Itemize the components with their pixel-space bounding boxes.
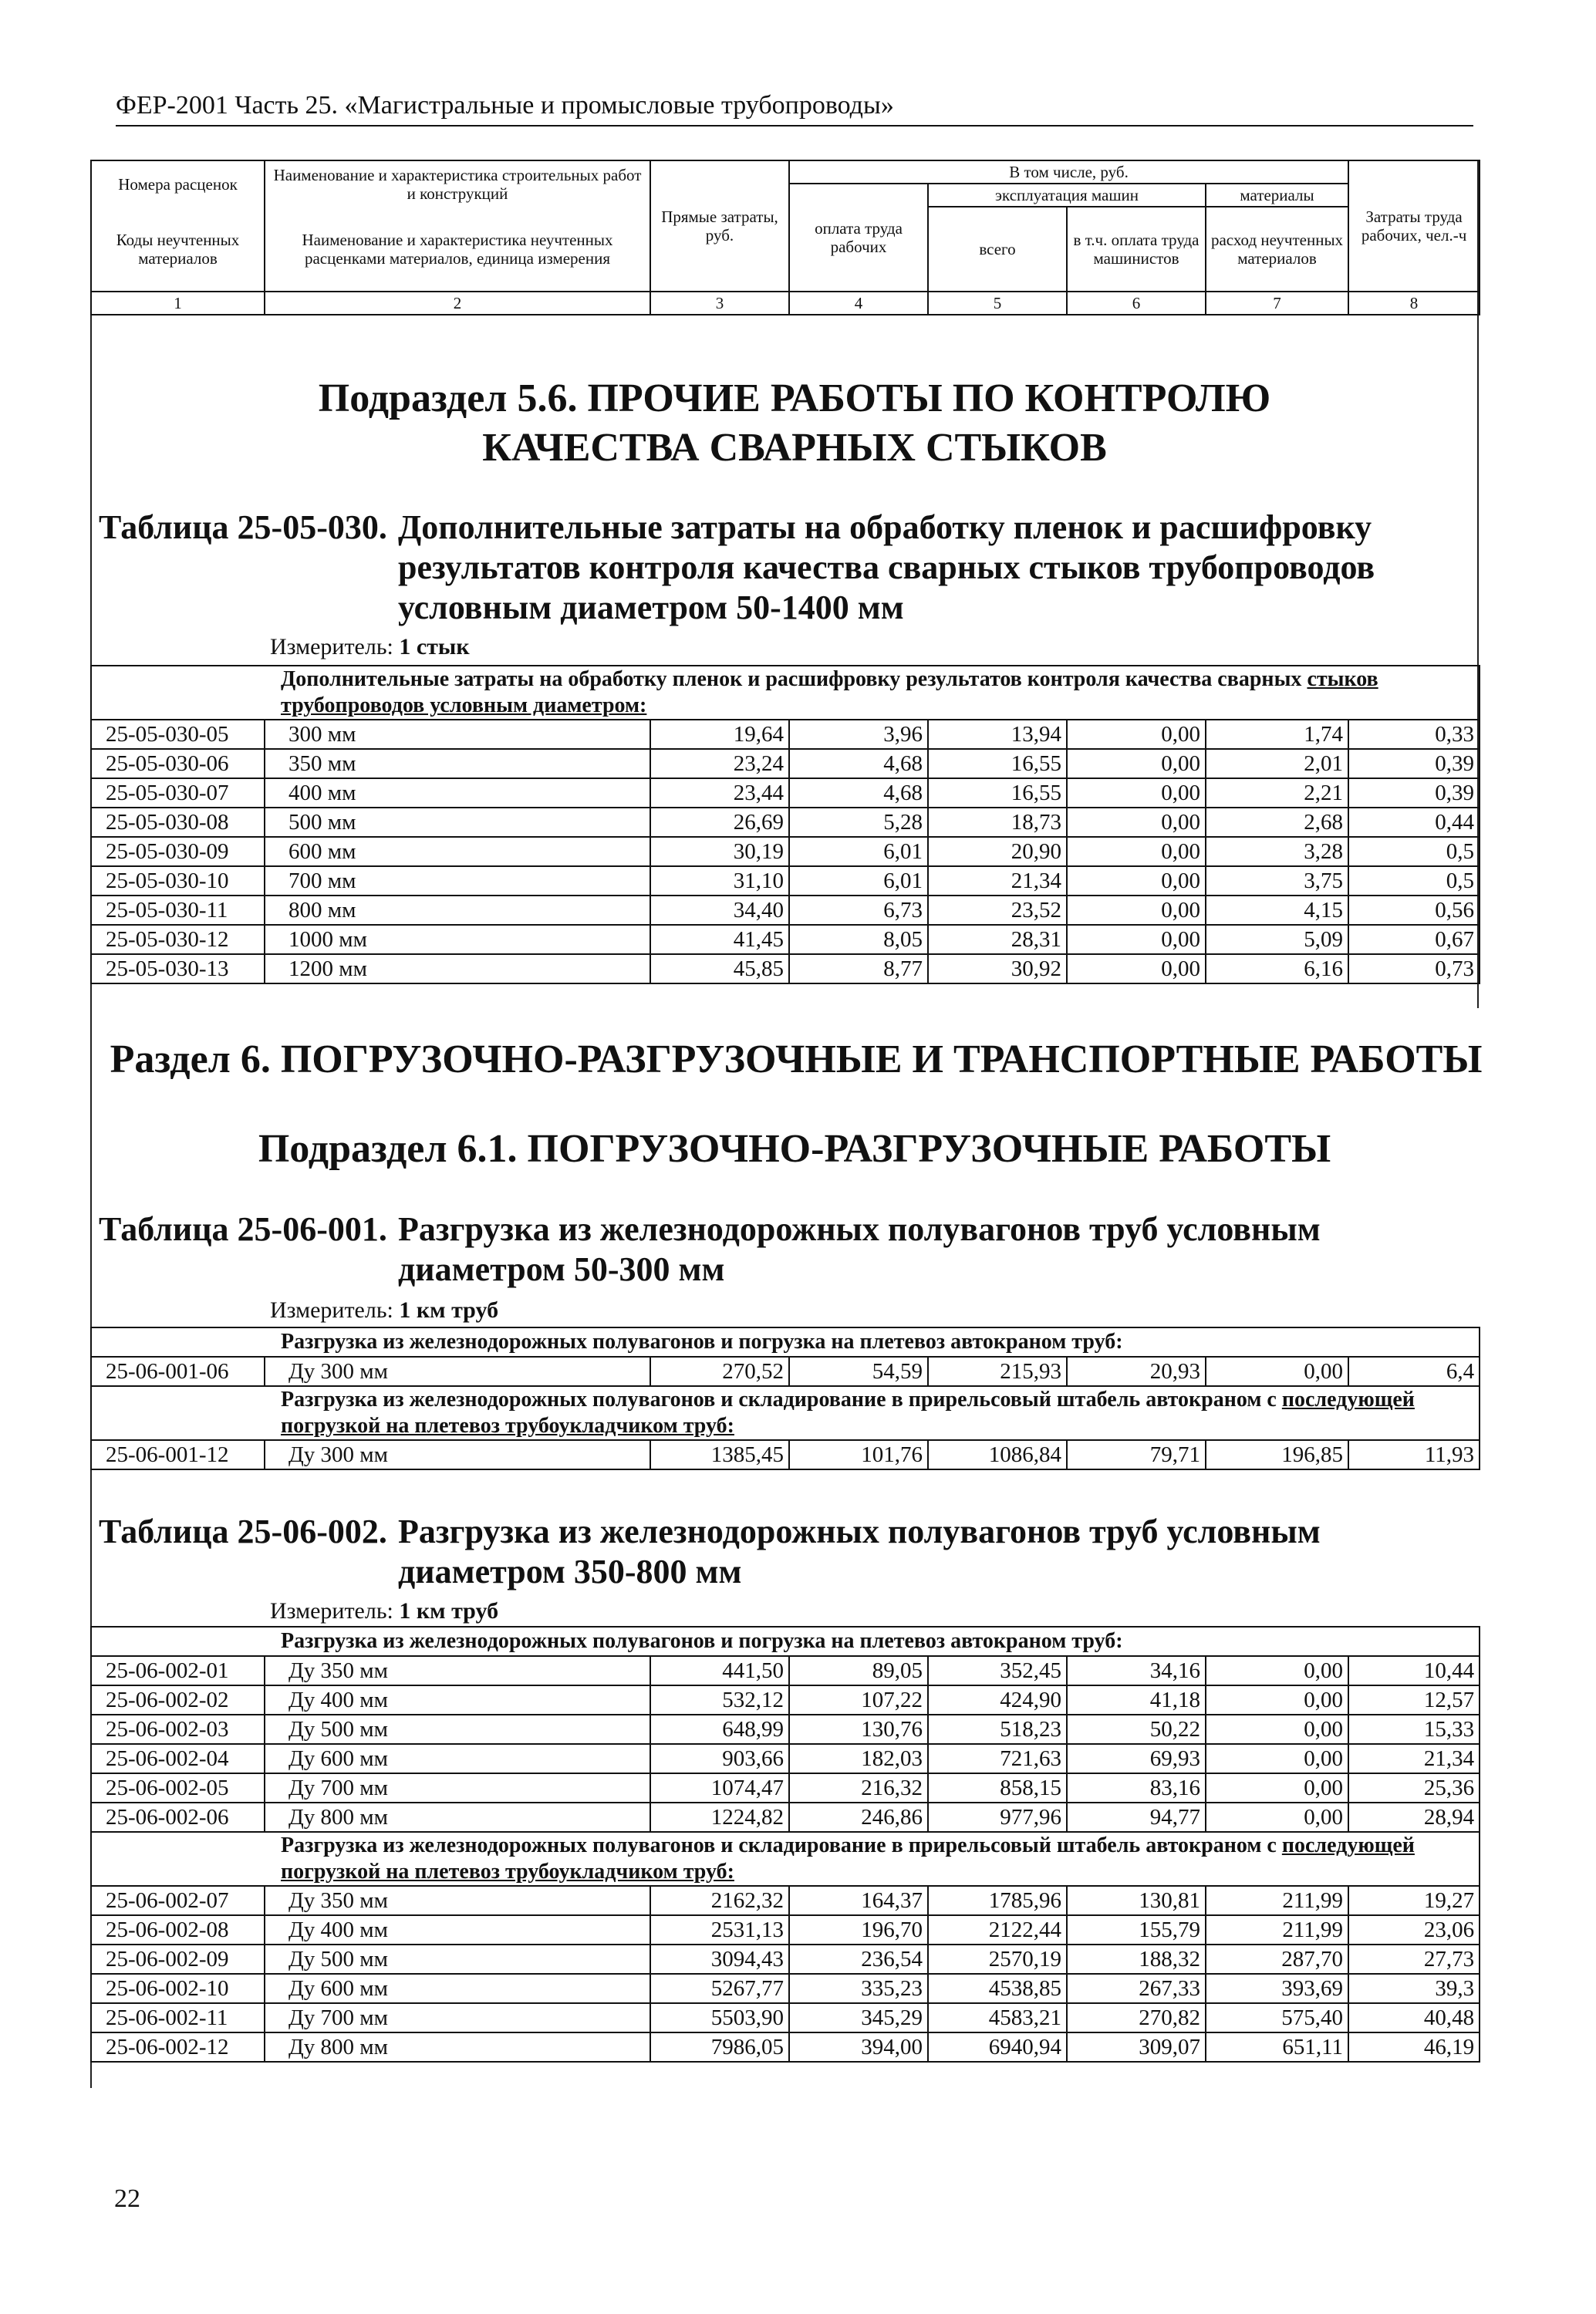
table-25-05-030-unit <box>270 634 470 660</box>
labor-hours: 11,93 <box>1348 1440 1480 1469</box>
materials: 5,09 <box>1206 925 1348 954</box>
table-row <box>91 749 1480 778</box>
rate-code: 25-05-030-09 <box>91 837 265 866</box>
direct-cost: 648,99 <box>650 1715 789 1744</box>
materials: 0,00 <box>1206 1773 1348 1803</box>
direct-cost: 30,19 <box>650 837 789 866</box>
machinist-pay: 155,79 <box>1067 1915 1206 1945</box>
table-row <box>91 808 1480 837</box>
work-name: Ду 400 мм <box>265 1915 650 1945</box>
materials: 211,99 <box>1206 1886 1348 1915</box>
table-row <box>91 1357 1480 1386</box>
direct-cost: 7986,05 <box>650 2032 789 2062</box>
rate-code: 25-06-002-11 <box>91 2003 265 2032</box>
unit-label: Измеритель: <box>270 634 393 659</box>
labor-pay: 3,96 <box>789 720 928 749</box>
direct-cost: 1385,45 <box>650 1440 789 1469</box>
header-col2-bottom: Наименование и характеристика неучтенных расценками материалов, единица измерения <box>265 207 650 292</box>
materials: 2,68 <box>1206 808 1348 837</box>
direct-cost: 23,24 <box>650 749 789 778</box>
labor-pay: 6,01 <box>789 866 928 896</box>
header-col3: Прямые затраты, руб. <box>650 160 789 292</box>
machinist-pay: 20,93 <box>1067 1357 1206 1386</box>
machinist-pay: 0,00 <box>1067 896 1206 925</box>
rate-code: 25-06-002-08 <box>91 1915 265 1945</box>
direct-cost: 1074,47 <box>650 1773 789 1803</box>
direct-cost: 45,85 <box>650 954 789 983</box>
header-labor-pay: оплата труда рабочих <box>789 184 928 292</box>
machinist-pay: 69,93 <box>1067 1744 1206 1773</box>
table-row <box>91 1915 1480 1945</box>
machines-total: 721,63 <box>928 1744 1067 1773</box>
labor-hours: 0,67 <box>1348 925 1480 954</box>
header-num-3: 3 <box>650 292 789 315</box>
machinist-pay: 34,16 <box>1067 1656 1206 1685</box>
group-header <box>91 1386 1480 1440</box>
labor-pay: 4,68 <box>789 749 928 778</box>
machinist-pay: 0,00 <box>1067 925 1206 954</box>
work-name: Ду 350 мм <box>265 1656 650 1685</box>
table-row <box>91 1440 1480 1469</box>
rate-code: 25-06-002-12 <box>91 2032 265 2062</box>
table-row <box>91 954 1480 983</box>
work-name: 300 мм <box>265 720 650 749</box>
group-header-line1: Дополнительные затраты на обработку пленок и расшифровку результатов контроля качества сварных <box>281 667 1308 691</box>
header-col1-top: Номера расценок <box>91 160 265 207</box>
table-title: Дополнительные затраты на обработку пленок и расшифровку результатов контроля качества сварных стыков трубопроводов условным диаметром 50-1400 мм <box>398 508 1375 626</box>
header-incl-machinist: в т.ч. оплата труда машинистов <box>1067 207 1206 292</box>
labor-hours: 0,39 <box>1348 749 1480 778</box>
header-num-8: 8 <box>1348 292 1480 315</box>
rate-code: 25-05-030-07 <box>91 778 265 808</box>
direct-cost: 1224,82 <box>650 1803 789 1832</box>
direct-cost: 23,44 <box>650 778 789 808</box>
machines-total: 4583,21 <box>928 2003 1067 2032</box>
machinist-pay: 41,18 <box>1067 1685 1206 1715</box>
work-name: 1000 мм <box>265 925 650 954</box>
header-mat-use: расход неучтенных материалов <box>1206 207 1348 292</box>
header-col2-top: Наименование и характеристика строительных работ и конструкций <box>265 160 650 207</box>
direct-cost: 26,69 <box>650 808 789 837</box>
labor-hours: 0,33 <box>1348 720 1480 749</box>
table-25-06-001-caption <box>99 1209 1487 1290</box>
labor-pay: 196,70 <box>789 1915 928 1945</box>
labor-pay: 335,23 <box>789 1974 928 2003</box>
work-name: Ду 600 мм <box>265 1974 650 2003</box>
labor-hours: 25,36 <box>1348 1773 1480 1803</box>
table-row <box>91 866 1480 896</box>
work-name: Ду 700 мм <box>265 1773 650 1803</box>
rate-code: 25-05-030-06 <box>91 749 265 778</box>
labor-hours: 6,4 <box>1348 1357 1480 1386</box>
group-header-line2: последующей погрузкой на плетевоз трубоукладчиком труб: <box>281 1388 1415 1438</box>
machines-total: 2122,44 <box>928 1915 1067 1945</box>
work-name: 700 мм <box>265 866 650 896</box>
rate-code: 25-06-002-04 <box>91 1744 265 1773</box>
machines-total: 21,34 <box>928 866 1067 896</box>
table-row <box>91 2003 1480 2032</box>
labor-pay: 182,03 <box>789 1744 928 1773</box>
machines-total: 1785,96 <box>928 1886 1067 1915</box>
labor-pay: 8,77 <box>789 954 928 983</box>
rate-code: 25-06-002-01 <box>91 1656 265 1685</box>
subsection-6-1-title: Подраздел 6.1. ПОГРУЗОЧНО-РАЗГРУЗОЧНЫЕ РАБОТЫ <box>258 1127 1331 1171</box>
unit-value: 1 км труб <box>399 1598 499 1624</box>
machines-total: 2570,19 <box>928 1945 1067 1974</box>
materials: 4,15 <box>1206 896 1348 925</box>
group-header <box>91 666 1480 720</box>
labor-hours: 28,94 <box>1348 1803 1480 1832</box>
machinist-pay: 0,00 <box>1067 954 1206 983</box>
machinist-pay: 270,82 <box>1067 2003 1206 2032</box>
work-name: Ду 400 мм <box>265 1685 650 1715</box>
rate-code: 25-06-001-12 <box>91 1440 265 1469</box>
rate-code: 25-05-030-08 <box>91 808 265 837</box>
table-row <box>91 1744 1480 1773</box>
machinist-pay: 0,00 <box>1067 837 1206 866</box>
labor-pay: 236,54 <box>789 1945 928 1974</box>
table-25-06-002 <box>90 1626 1480 2063</box>
machinist-pay: 0,00 <box>1067 749 1206 778</box>
table-row <box>91 1945 1480 1974</box>
labor-pay: 130,76 <box>789 1715 928 1744</box>
column-header-table <box>90 160 1480 315</box>
work-name: Ду 300 мм <box>265 1440 650 1469</box>
materials: 287,70 <box>1206 1945 1348 1974</box>
direct-cost: 5267,77 <box>650 1974 789 2003</box>
materials: 6,16 <box>1206 954 1348 983</box>
machines-total: 4538,85 <box>928 1974 1067 2003</box>
work-name: Ду 800 мм <box>265 1803 650 1832</box>
materials: 575,40 <box>1206 2003 1348 2032</box>
rate-code: 25-05-030-12 <box>91 925 265 954</box>
page-number: 22 <box>114 2184 140 2213</box>
materials: 0,00 <box>1206 1715 1348 1744</box>
header-total: всего <box>928 207 1067 292</box>
work-name: 400 мм <box>265 778 650 808</box>
running-head: ФЕР-2001 Часть 25. «Магистральные и промысловые трубопроводы» <box>116 91 1473 126</box>
section-6-title: Раздел 6. ПОГРУЗОЧНО-РАЗГРУЗОЧНЫЕ И ТРАНСПОРТНЫЕ РАБОТЫ <box>110 1037 1483 1081</box>
work-name: 800 мм <box>265 896 650 925</box>
direct-cost: 2162,32 <box>650 1886 789 1915</box>
rate-code: 25-06-001-06 <box>91 1357 265 1386</box>
materials: 196,85 <box>1206 1440 1348 1469</box>
direct-cost: 2531,13 <box>650 1915 789 1945</box>
labor-hours: 0,39 <box>1348 778 1480 808</box>
labor-pay: 4,68 <box>789 778 928 808</box>
table-row <box>91 837 1480 866</box>
machines-total: 352,45 <box>928 1656 1067 1685</box>
subsection-5-6-title: Подраздел 5.6. ПРОЧИЕ РАБОТЫ ПО КОНТРОЛЮ КАЧЕСТВА СВАРНЫХ СТЫКОВ <box>318 376 1271 470</box>
table-25-06-002-caption <box>99 1512 1487 1592</box>
direct-cost: 441,50 <box>650 1656 789 1685</box>
materials: 2,21 <box>1206 778 1348 808</box>
group-header-line2: последующей погрузкой на плетевоз трубоукладчиком труб: <box>281 1833 1415 1884</box>
work-name: 600 мм <box>265 837 650 866</box>
table-row <box>91 2032 1480 2062</box>
header-labor: Затраты труда рабочих, чел.-ч <box>1348 160 1480 292</box>
table-row <box>91 778 1480 808</box>
header-num-7: 7 <box>1206 292 1348 315</box>
materials: 0,00 <box>1206 1357 1348 1386</box>
materials: 1,74 <box>1206 720 1348 749</box>
direct-cost: 270,52 <box>650 1357 789 1386</box>
rate-code: 25-05-030-05 <box>91 720 265 749</box>
direct-cost: 532,12 <box>650 1685 789 1715</box>
labor-hours: 0,73 <box>1348 954 1480 983</box>
machines-total: 858,15 <box>928 1773 1067 1803</box>
machinist-pay: 79,71 <box>1067 1440 1206 1469</box>
machines-total: 23,52 <box>928 896 1067 925</box>
work-name: Ду 700 мм <box>265 2003 650 2032</box>
header-num-2: 2 <box>265 292 650 315</box>
header-machines: эксплуатация машин <box>928 184 1206 207</box>
rate-code: 25-05-030-10 <box>91 866 265 896</box>
work-name: Ду 300 мм <box>265 1357 650 1386</box>
table-row <box>91 1886 1480 1915</box>
rate-code: 25-06-002-02 <box>91 1685 265 1715</box>
work-name: 1200 мм <box>265 954 650 983</box>
materials: 2,01 <box>1206 749 1348 778</box>
labor-hours: 27,73 <box>1348 1945 1480 1974</box>
table-row <box>91 1715 1480 1744</box>
labor-pay: 5,28 <box>789 808 928 837</box>
direct-cost: 31,10 <box>650 866 789 896</box>
rate-code: 25-05-030-13 <box>91 954 265 983</box>
group-header: Разгрузка из железнодорожных полувагонов и погрузка на плетевоз автокраном труб: <box>91 1627 1480 1656</box>
materials: 0,00 <box>1206 1803 1348 1832</box>
machines-total: 16,55 <box>928 749 1067 778</box>
materials: 651,11 <box>1206 2032 1348 2062</box>
labor-pay: 101,76 <box>789 1440 928 1469</box>
materials: 211,99 <box>1206 1915 1348 1945</box>
header-num-6: 6 <box>1067 292 1206 315</box>
machines-total: 215,93 <box>928 1357 1067 1386</box>
unit-value: 1 км труб <box>399 1297 499 1323</box>
machinist-pay: 50,22 <box>1067 1715 1206 1744</box>
header-num-4: 4 <box>789 292 928 315</box>
header-col1-bottom: Коды неучтенных материалов <box>91 207 265 292</box>
labor-hours: 10,44 <box>1348 1656 1480 1685</box>
group-header: Разгрузка из железнодорожных полувагонов и погрузка на плетевоз автокраном труб: <box>91 1327 1480 1357</box>
machines-total: 30,92 <box>928 954 1067 983</box>
table-row <box>91 896 1480 925</box>
table-25-06-002-unit <box>270 1598 498 1624</box>
labor-hours: 0,56 <box>1348 896 1480 925</box>
labor-pay: 345,29 <box>789 2003 928 2032</box>
table-row <box>91 1974 1480 2003</box>
header-num-5: 5 <box>928 292 1067 315</box>
table-25-05-030-caption <box>99 508 1487 628</box>
labor-hours: 15,33 <box>1348 1715 1480 1744</box>
group-header-line2: стыков трубопроводов условным диаметром: <box>281 667 1378 717</box>
group-header <box>91 1832 1480 1886</box>
labor-pay: 89,05 <box>789 1656 928 1685</box>
labor-pay: 164,37 <box>789 1886 928 1915</box>
work-name: Ду 500 мм <box>265 1945 650 1974</box>
rate-code: 25-05-030-11 <box>91 896 265 925</box>
table-row <box>91 1685 1480 1715</box>
table-label: Таблица 25-06-001. <box>99 1210 387 1248</box>
direct-cost: 5503,90 <box>650 2003 789 2032</box>
labor-pay: 8,05 <box>789 925 928 954</box>
table-title: Разгрузка из железнодорожных полувагонов труб условным диаметром 350-800 мм <box>398 1513 1321 1590</box>
table-row <box>91 1803 1480 1832</box>
materials: 3,28 <box>1206 837 1348 866</box>
labor-pay: 6,73 <box>789 896 928 925</box>
direct-cost: 3094,43 <box>650 1945 789 1974</box>
table-label: Таблица 25-05-030. <box>99 508 387 546</box>
work-name: 350 мм <box>265 749 650 778</box>
machinist-pay: 130,81 <box>1067 1886 1206 1915</box>
rate-code: 25-06-002-03 <box>91 1715 265 1744</box>
machinist-pay: 0,00 <box>1067 808 1206 837</box>
table-row <box>91 925 1480 954</box>
labor-hours: 46,19 <box>1348 2032 1480 2062</box>
direct-cost: 41,45 <box>650 925 789 954</box>
work-name: Ду 800 мм <box>265 2032 650 2062</box>
labor-hours: 40,48 <box>1348 2003 1480 2032</box>
direct-cost: 903,66 <box>650 1744 789 1773</box>
machines-total: 20,90 <box>928 837 1067 866</box>
labor-hours: 39,3 <box>1348 1974 1480 2003</box>
machinist-pay: 0,00 <box>1067 720 1206 749</box>
header-materials: материалы <box>1206 184 1348 207</box>
labor-hours: 0,5 <box>1348 837 1480 866</box>
labor-pay: 394,00 <box>789 2032 928 2062</box>
machines-total: 28,31 <box>928 925 1067 954</box>
labor-hours: 12,57 <box>1348 1685 1480 1715</box>
work-name: Ду 350 мм <box>265 1886 650 1915</box>
labor-pay: 6,01 <box>789 837 928 866</box>
labor-hours: 23,06 <box>1348 1915 1480 1945</box>
table-label: Таблица 25-06-002. <box>99 1513 387 1550</box>
machinist-pay: 267,33 <box>1067 1974 1206 2003</box>
machinist-pay: 309,07 <box>1067 2032 1206 2062</box>
labor-pay: 246,86 <box>789 1803 928 1832</box>
machines-total: 518,23 <box>928 1715 1067 1744</box>
machines-total: 424,90 <box>928 1685 1067 1715</box>
table-title: Разгрузка из железнодорожных полувагонов труб условным диаметром 50-300 мм <box>398 1210 1321 1288</box>
machinist-pay: 0,00 <box>1067 866 1206 896</box>
rate-code: 25-06-002-10 <box>91 1974 265 2003</box>
unit-value: 1 стык <box>399 634 470 659</box>
table-row <box>91 720 1480 749</box>
unit-label: Измеритель: <box>270 1297 393 1323</box>
machines-total: 6940,94 <box>928 2032 1067 2062</box>
machinist-pay: 0,00 <box>1067 778 1206 808</box>
machinist-pay: 83,16 <box>1067 1773 1206 1803</box>
machines-total: 977,96 <box>928 1803 1067 1832</box>
labor-pay: 107,22 <box>789 1685 928 1715</box>
table-row <box>91 1656 1480 1685</box>
labor-hours: 19,27 <box>1348 1886 1480 1915</box>
header-num-1: 1 <box>91 292 265 315</box>
rate-code: 25-06-002-05 <box>91 1773 265 1803</box>
rate-code: 25-06-002-07 <box>91 1886 265 1915</box>
machines-total: 13,94 <box>928 720 1067 749</box>
unit-label: Измеритель: <box>270 1598 393 1624</box>
labor-hours: 0,5 <box>1348 866 1480 896</box>
labor-hours: 21,34 <box>1348 1744 1480 1773</box>
labor-hours: 0,44 <box>1348 808 1480 837</box>
rate-code: 25-06-002-06 <box>91 1803 265 1832</box>
materials: 0,00 <box>1206 1685 1348 1715</box>
rate-code: 25-06-002-09 <box>91 1945 265 1974</box>
labor-pay: 54,59 <box>789 1357 928 1386</box>
direct-cost: 34,40 <box>650 896 789 925</box>
direct-cost: 19,64 <box>650 720 789 749</box>
group-header-line1: Разгрузка из железнодорожных полувагонов и складирование в прирельсовый штабель автокраном с <box>281 1388 1282 1412</box>
materials: 0,00 <box>1206 1656 1348 1685</box>
labor-pay: 216,32 <box>789 1773 928 1803</box>
group-header-line1: Разгрузка из железнодорожных полувагонов и складирование в прирельсовый штабель автокраном с <box>281 1833 1282 1857</box>
table-25-06-001-unit <box>270 1297 498 1324</box>
table-25-05-030 <box>90 665 1480 984</box>
work-name: Ду 500 мм <box>265 1715 650 1744</box>
machines-total: 1086,84 <box>928 1440 1067 1469</box>
header-including: В том числе, руб. <box>789 160 1348 184</box>
work-name: Ду 600 мм <box>265 1744 650 1773</box>
machines-total: 18,73 <box>928 808 1067 837</box>
table-row <box>91 1773 1480 1803</box>
machinist-pay: 188,32 <box>1067 1945 1206 1974</box>
table-25-06-001 <box>90 1327 1480 1470</box>
materials: 3,75 <box>1206 866 1348 896</box>
work-name: 500 мм <box>265 808 650 837</box>
machines-total: 16,55 <box>928 778 1067 808</box>
materials: 0,00 <box>1206 1744 1348 1773</box>
materials: 393,69 <box>1206 1974 1348 2003</box>
machinist-pay: 94,77 <box>1067 1803 1206 1832</box>
